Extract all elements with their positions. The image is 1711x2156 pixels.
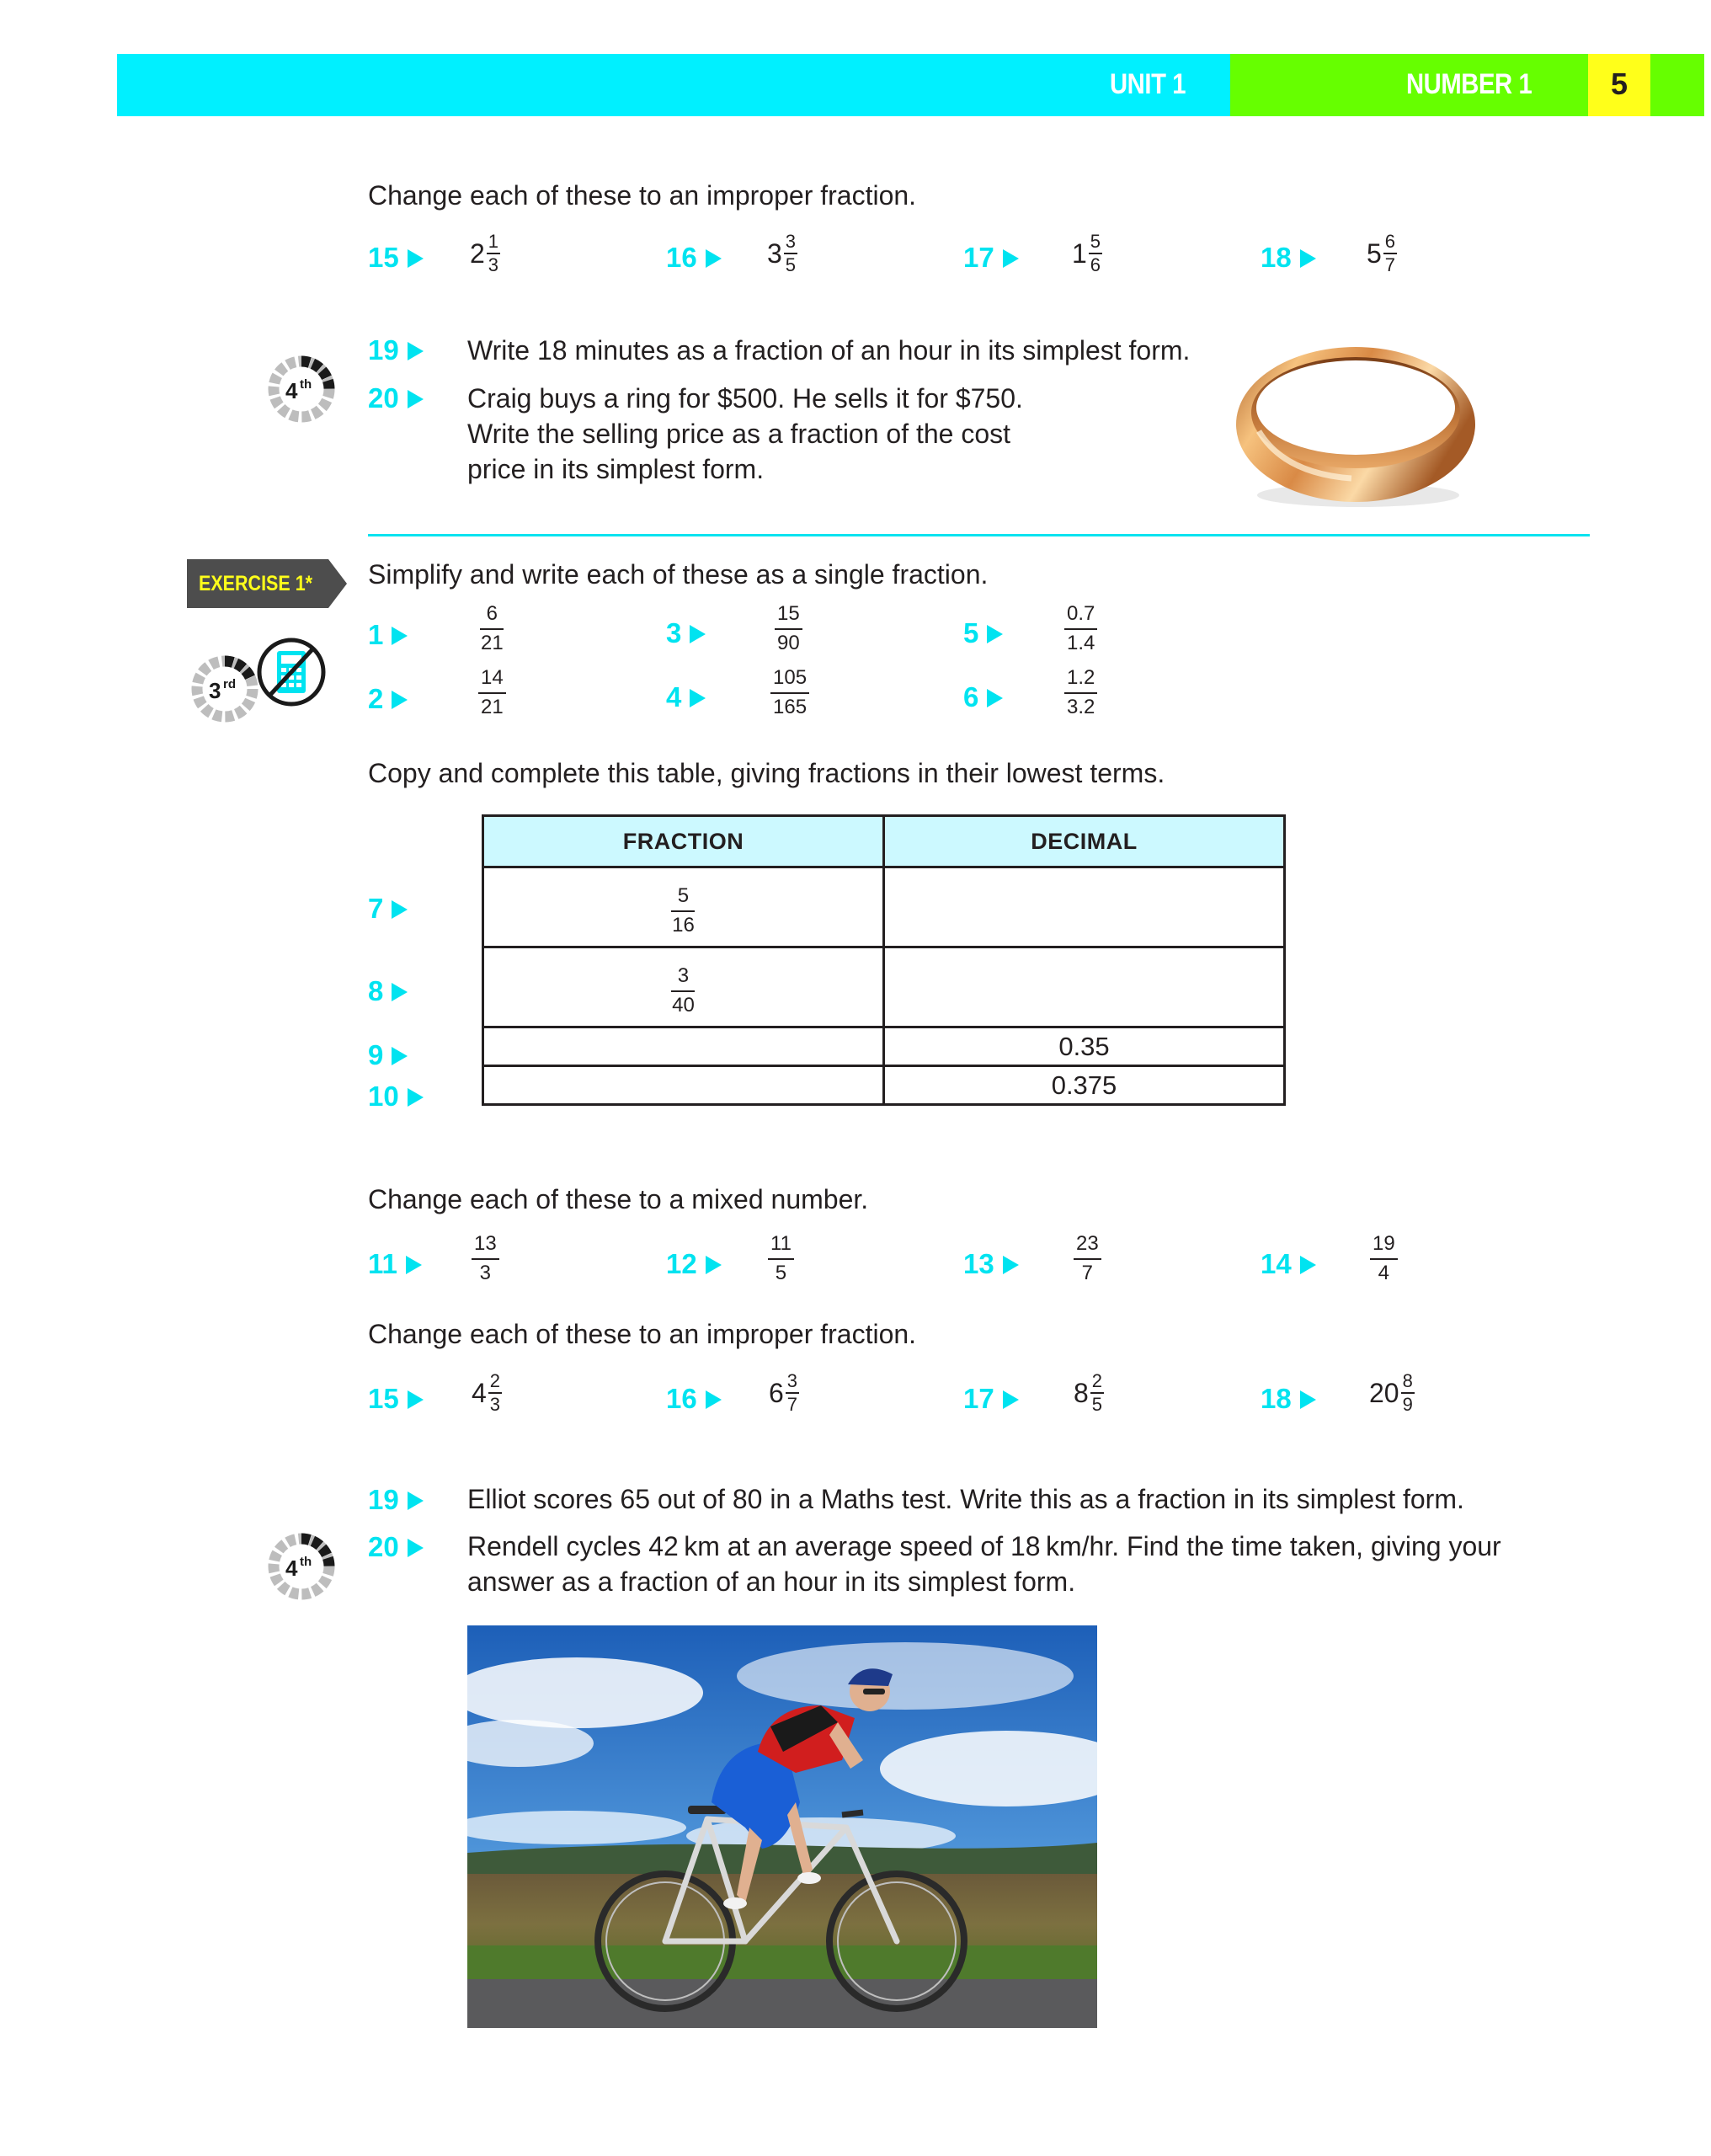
question-number: 10 [368, 1080, 424, 1113]
question-number: 20 [368, 1530, 424, 1564]
question-number: 5 [963, 616, 1003, 650]
mixed-fraction: 5 $\frac{6}{7}$ [1367, 231, 1396, 275]
question-number: 12 [666, 1247, 722, 1281]
fraction-decimal-table [482, 814, 1286, 1106]
header-unit-label: UNIT 1 [1110, 68, 1186, 100]
table-row [483, 1027, 1285, 1066]
table-cell-fraction [483, 1027, 884, 1066]
exercise-tag-label: EXERCISE 1* [199, 572, 313, 595]
question-number: 8 [368, 974, 408, 1008]
table-cell-fraction [483, 1066, 884, 1105]
header-unit-band [117, 54, 1230, 116]
svg-text:4: 4 [285, 1556, 298, 1581]
fraction: $\frac{13}{3}$ [472, 1233, 499, 1284]
mixed-fraction: 2 $\frac{1}{3}$ [470, 231, 499, 275]
mixed-fraction: 4 $\frac{2}{3}$ [472, 1370, 501, 1415]
question-number: 1 [368, 618, 408, 652]
mixed-fraction: 20 $\frac{8}{9}$ [1369, 1370, 1413, 1415]
page-number: 5 [1610, 67, 1628, 101]
mixed-fraction: 8 $\frac{2}{5}$ [1074, 1370, 1103, 1415]
table-header-fraction: FRACTION [483, 816, 884, 867]
question-number: 19 [368, 1483, 424, 1517]
question-number: 16 [666, 241, 722, 275]
table-row [483, 1066, 1285, 1105]
question-20-text: Craig buys a ring for $500. He sells it for $750. Write the selling price as a fraction of the cost price in its simplest form. [467, 383, 1023, 484]
question-number: 4 [666, 680, 706, 714]
question-number: 3 [666, 616, 706, 650]
instruction-improper-bottom: Change each of these to an improper fraction. [368, 1319, 917, 1349]
question-number: 17 [963, 1382, 1019, 1416]
table-cell-decimal [884, 867, 1285, 947]
question-number: 16 [666, 1382, 722, 1416]
fraction: $\frac{105}{165}$ [770, 667, 809, 718]
question-number: 2 [368, 682, 408, 716]
question-number: 13 [963, 1247, 1019, 1281]
fraction: $\frac{15}{90}$ [775, 603, 802, 654]
svg-text:th: th [300, 1555, 312, 1569]
cyclist-photo [467, 1625, 1097, 2028]
table-cell-fraction: $\frac{3}{40}$ [483, 947, 884, 1027]
question-19-text: Elliot scores 65 out of 80 in a Maths test. Write this as a fraction in its simplest form. [467, 1484, 1464, 1514]
difficulty-4th-icon [266, 1531, 337, 1602]
instruction-simplify: Simplify and write each of these as a single fraction. [368, 559, 989, 590]
svg-text:4: 4 [285, 378, 298, 403]
no-calculator-icon [256, 637, 327, 707]
question-number: 20 [368, 382, 424, 415]
table-row [483, 867, 1285, 947]
question-number: 15 [368, 241, 424, 275]
instruction-table: Copy and complete this table, giving fractions in their lowest terms. [368, 758, 1165, 788]
question-number: 18 [1261, 1382, 1316, 1416]
question-number: 19 [368, 334, 424, 367]
svg-text:3: 3 [209, 678, 221, 703]
mixed-fraction: 1 $\frac{5}{6}$ [1072, 231, 1101, 275]
table-cell-decimal: 0.375 [884, 1066, 1285, 1105]
fraction: $\frac{0.7}{1.4}$ [1064, 603, 1097, 654]
mixed-fraction: 6 $\frac{3}{7}$ [769, 1370, 798, 1415]
table-cell-decimal [884, 947, 1285, 1027]
fraction: $\frac{11}{5}$ [768, 1233, 794, 1284]
table-row [483, 947, 1285, 1027]
fraction: $\frac{6}{21}$ [481, 602, 504, 654]
question-number: 15 [368, 1382, 424, 1416]
question-number: 9 [368, 1038, 408, 1072]
fraction: $\frac{14}{21}$ [478, 667, 506, 718]
question-number: 18 [1261, 241, 1316, 275]
instruction-improper-top: Change each of these to an improper fraction. [368, 180, 917, 211]
table-header-decimal: DECIMAL [884, 816, 1285, 867]
table-cell-fraction: $\frac{5}{16}$ [483, 867, 884, 947]
gold-ring-image [1225, 330, 1486, 515]
question-number: 14 [1261, 1247, 1316, 1281]
question-19-text: Write 18 minutes as a fraction of an hour in its simplest form. [467, 335, 1191, 366]
question-number: 17 [963, 241, 1019, 275]
difficulty-4th-icon [266, 354, 337, 424]
header-tail-band [1650, 54, 1704, 116]
question-number: 7 [368, 892, 408, 926]
question-number: 6 [963, 680, 1003, 714]
table-cell-decimal: 0.35 [884, 1027, 1285, 1066]
svg-text:rd: rd [223, 677, 236, 691]
mixed-fraction: 3 $\frac{3}{5}$ [767, 231, 797, 275]
fraction: $\frac{19}{4}$ [1370, 1233, 1398, 1284]
instruction-mixed: Change each of these to a mixed number. [368, 1184, 869, 1214]
fraction: $\frac{1.2}{3.2}$ [1064, 667, 1097, 718]
question-20-text: Rendell cycles 42 km at an average speed of 18 km/hr. Find the time taken, giving your answer as a fraction of an hour in its simplest form. [467, 1531, 1501, 1597]
section-divider [368, 534, 1590, 536]
question-number: 11 [368, 1247, 422, 1281]
svg-text:th: th [300, 377, 312, 392]
fraction: $\frac{23}{7}$ [1074, 1233, 1101, 1284]
difficulty-3rd-icon [189, 654, 260, 724]
exercise-tag-arrow [328, 559, 347, 608]
header-topic-label: NUMBER 1 [1406, 68, 1532, 100]
